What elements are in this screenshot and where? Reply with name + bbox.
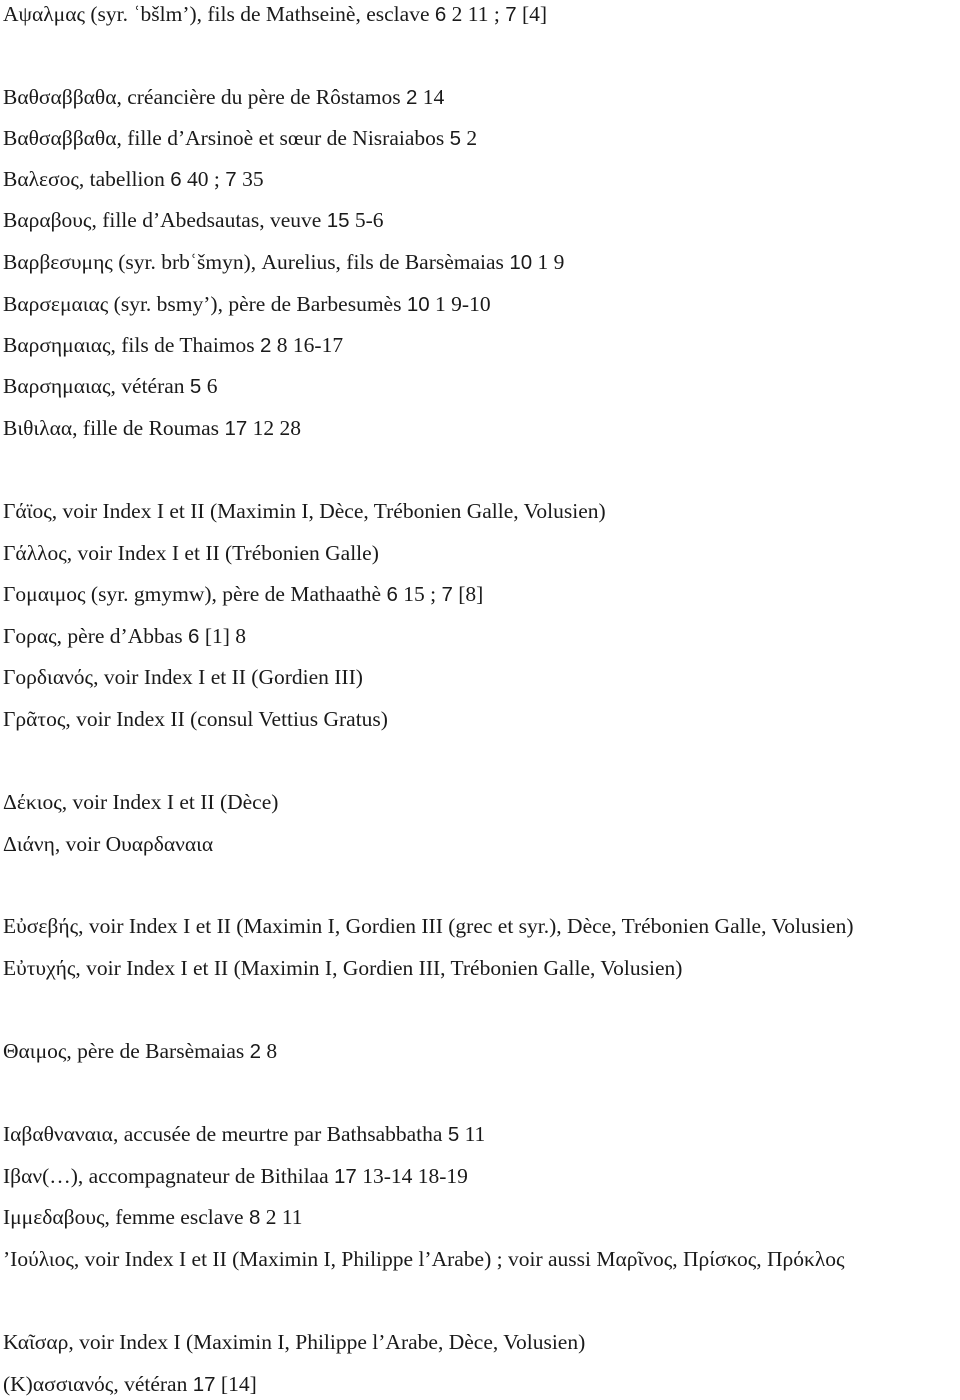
entry-text: 35	[236, 167, 264, 191]
document-number: 5	[189, 375, 202, 398]
index-entry	[3, 623, 246, 650]
index-entry	[3, 291, 491, 318]
entry-text: Βιθιλαα, fille de Roumas	[3, 416, 225, 440]
index-entry	[3, 1204, 303, 1231]
entry-text: Εὐσεβής, voir Index I et II (Maximin I, Gordien III (grec et syr.), Dèce, Trébonien Galle, Volusien)	[3, 914, 854, 938]
entry-text: [14]	[215, 1372, 257, 1396]
entry-text: 12 28	[247, 416, 301, 440]
entry-text: Βαρσημαιας, vétéran	[3, 374, 190, 398]
index-entry	[3, 789, 278, 815]
entry-text: 8	[261, 1039, 278, 1063]
entry-text: 5-6	[349, 208, 384, 232]
index-entry	[3, 706, 388, 732]
index-entry	[3, 1163, 468, 1190]
entry-text: [4]	[516, 2, 548, 26]
document-number: 2	[249, 1040, 262, 1063]
entry-text: Καῖσαρ, voir Index I (Maximin I, Philippe l’Arabe, Dèce, Volusien)	[3, 1330, 586, 1354]
index-entry	[3, 166, 264, 193]
entry-text: 2 11 ;	[446, 2, 506, 26]
document-number: 7	[225, 168, 237, 191]
index-entry	[3, 1121, 485, 1148]
entry-text: [8]	[452, 582, 484, 606]
entry-text: Βαθσαββαθα, créancière du père de Rôstamos	[3, 85, 406, 109]
entry-text: Βαραβους, fille d’Abedsautas, veuve	[3, 208, 327, 232]
entry-text: [1] 8	[199, 624, 247, 648]
index-entry	[3, 913, 853, 939]
entry-text: Αψαλμας (syr. ʿbšlm’), fils de Mathseinè, esclave	[3, 2, 435, 26]
entry-text: Δέκιος, voir Index I et II (Dèce)	[3, 790, 279, 814]
index-entry	[3, 831, 213, 857]
entry-text: 1 9	[532, 250, 565, 274]
entry-text: Βαρβεσυμης (syr. brbʿšmyn), Aurelius, fils de Barsèmaias	[3, 250, 510, 274]
index-entry	[3, 1246, 845, 1272]
entry-text: Γρᾶτος, voir Index II (consul Vettius Gratus)	[3, 707, 388, 731]
index-entry	[3, 664, 363, 690]
index-entry	[3, 332, 343, 359]
entry-text: 2 11	[260, 1205, 303, 1229]
index-entry	[3, 125, 477, 152]
entry-text: 40 ;	[181, 167, 226, 191]
entry-text: ’Ιούλιος, voir Index I et II (Maximin I, Philippe l’Arabe) ; voir aussi Μαρῖνος, Πρίσκος, Πρόκλος	[3, 1247, 845, 1271]
index-entry	[3, 581, 483, 608]
index-entry	[3, 84, 444, 111]
entry-text: Διάνη, voir Ουαρδαναια	[3, 832, 214, 856]
index-entry	[3, 540, 379, 566]
index-entry	[3, 207, 384, 234]
document-number: 6	[434, 3, 447, 26]
document-number: 15	[326, 209, 350, 232]
entry-text: Ιαβαθναναια, accusée de meurtre par Bathsabbatha	[3, 1122, 448, 1146]
entry-text: Ιμμεδαβους, femme esclave	[3, 1205, 249, 1229]
document-number: 2	[406, 86, 418, 109]
index-entry	[3, 373, 217, 400]
index-entry	[3, 1, 547, 28]
index-entry	[3, 955, 682, 981]
entry-text: 14	[417, 85, 445, 109]
entry-text: 11	[459, 1122, 486, 1146]
entry-text: Θαιμος, père de Barsèmaias	[3, 1039, 250, 1063]
document-number: 5	[449, 127, 462, 150]
index-entry	[3, 1038, 277, 1065]
entry-text: Βαθσαββαθα, fille d’Arsinoè et sœur de Nisraiabos	[3, 126, 450, 150]
document-number: 6	[386, 583, 398, 606]
document-number: 10	[406, 293, 430, 316]
entry-text: 6	[201, 374, 218, 398]
entry-text: (Κ)ασσιανός, vétéran	[3, 1372, 193, 1396]
index-entry	[3, 415, 301, 442]
document-number: 7	[441, 583, 453, 606]
index-entry	[3, 498, 606, 524]
document-number: 17	[334, 1165, 357, 1188]
document-number: 17	[224, 417, 248, 440]
document-number: 10	[509, 251, 533, 274]
entry-text: Βαρσεμαιας (syr. bsmy’), père de Barbesumès	[3, 292, 407, 316]
document-number: 8	[248, 1206, 261, 1229]
entry-text: Γομαιμος (syr. gmymw), père de Mathaathè	[3, 582, 387, 606]
document-number: 5	[447, 1123, 460, 1146]
entry-text: 1 9-10	[429, 292, 491, 316]
entry-text: 13-14 18-19	[356, 1164, 468, 1188]
entry-text: Εὐτυχής, voir Index I et II (Maximin I, Gordien III, Trébonien Galle, Volusien)	[3, 956, 683, 980]
entry-text: Γάλλος, voir Index I et II (Trébonien Galle)	[3, 541, 379, 565]
entry-text: Ιβαν(…), accompagnateur de Bithilaa	[3, 1164, 335, 1188]
document-number: 2	[260, 334, 272, 357]
entry-text: 15 ;	[397, 582, 442, 606]
document-number: 7	[505, 3, 517, 26]
index-entry	[3, 1371, 257, 1398]
entry-text: 2	[461, 126, 478, 150]
index-entry	[3, 1329, 585, 1355]
index-entry	[3, 249, 564, 276]
document-number: 6	[188, 625, 200, 648]
document-number: 6	[170, 168, 182, 191]
entry-text: Γάϊος, voir Index I et II (Maximin I, Dèce, Trébonien Galle, Volusien)	[3, 499, 606, 523]
entry-text: Βαρσημαιας, fils de Thaimos	[3, 333, 261, 357]
entry-text: Γορας, père d’Abbas	[3, 624, 189, 648]
entry-text: 8 16-17	[271, 333, 344, 357]
document-number: 17	[192, 1373, 216, 1396]
entry-text: Γορδιανός, voir Index I et II (Gordien III)	[3, 665, 363, 689]
entry-text: Βαλεσος, tabellion	[3, 167, 171, 191]
